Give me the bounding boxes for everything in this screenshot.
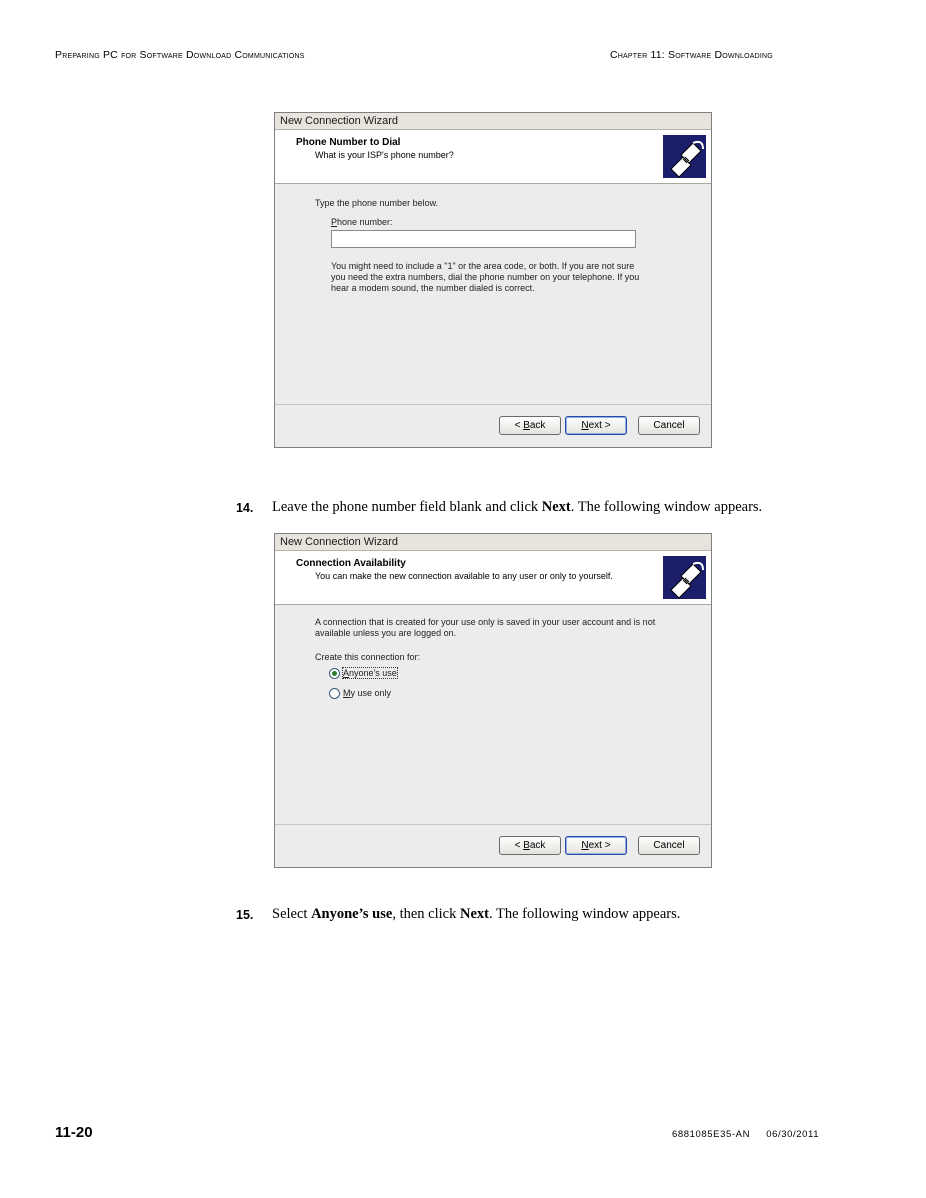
step-number: 15.: [236, 908, 254, 922]
step-text: Select Anyone’s use, then click Next. The following window appears.: [272, 906, 681, 922]
running-header-right: Chapter 11: Software Downloading: [610, 49, 773, 61]
my-use-only-radio[interactable]: [329, 688, 340, 699]
phone-number-label: Phone number:: [331, 217, 393, 227]
dialog-heading: Phone Number to Dial: [296, 137, 401, 148]
description-line-1: A connection that is created for your use only is saved in your user account and is not: [315, 617, 656, 627]
instruction-text: Type the phone number below.: [315, 198, 439, 208]
note-line-2: you need the extra numbers, dial the phone number on your telephone. If you: [331, 272, 640, 282]
dialog-subheading: You can make the new connection available to any user or only to yourself.: [315, 571, 613, 581]
step-number: 14.: [236, 501, 254, 515]
create-for-label: Create this connection for:: [315, 652, 421, 662]
cancel-button[interactable]: Cancel: [638, 416, 700, 435]
anyones-use-label[interactable]: Anyone's use: [343, 668, 397, 678]
document-info: 6881085E35-AN 06/30/2011: [672, 1129, 820, 1140]
dialog-subheading: What is your ISP's phone number?: [315, 150, 454, 160]
my-use-only-label[interactable]: My use only: [343, 688, 392, 698]
dialog-heading: Connection Availability: [296, 558, 406, 569]
connection-availability-dialog: [274, 533, 712, 868]
dialog-header: [275, 130, 711, 184]
dialog-body: [275, 184, 711, 407]
dialog-body: [275, 605, 711, 827]
phone-number-input[interactable]: [331, 230, 636, 248]
running-header-left: Preparing PC for Software Download Communications: [55, 49, 305, 61]
dialog-header: [275, 551, 711, 605]
anyones-use-radio[interactable]: [329, 668, 340, 679]
back-button[interactable]: < Back: [499, 836, 561, 855]
phone-connector-icon: [663, 135, 706, 178]
dialog-footer: [275, 824, 711, 867]
cancel-button[interactable]: Cancel: [638, 836, 700, 855]
dialog-title: New Connection Wizard: [275, 113, 711, 130]
page-number: 11-20: [55, 1124, 93, 1141]
note-line-1: You might need to include a "1" or the area code, or both. If you are not sure: [331, 261, 635, 271]
note-line-3: hear a modem sound, the number dialed is correct.: [331, 283, 535, 293]
step-text: Leave the phone number field blank and click Next. The following window appears.: [272, 499, 763, 515]
next-button[interactable]: Next >: [565, 836, 627, 855]
dialog-title: New Connection Wizard: [275, 534, 711, 551]
back-button[interactable]: < Back: [499, 416, 561, 435]
description-line-2: available unless you are logged on.: [315, 628, 457, 638]
next-button[interactable]: Next >: [565, 416, 627, 435]
phone-number-dialog: [274, 112, 712, 448]
phone-connector-icon: [663, 556, 706, 599]
dialog-footer: [275, 404, 711, 447]
